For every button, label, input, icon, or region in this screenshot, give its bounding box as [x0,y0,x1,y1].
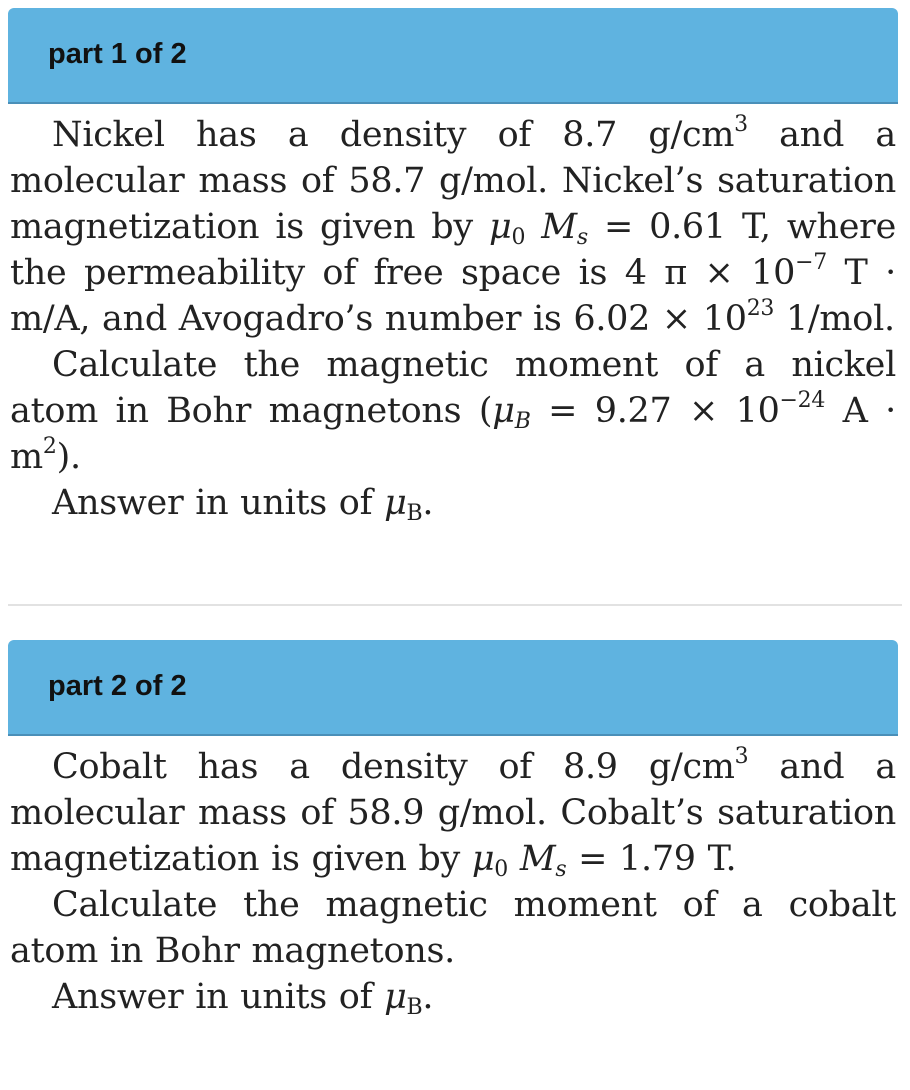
subscript: B [406,501,423,526]
part-header [8,8,898,104]
mu-symbol: μ [384,483,407,523]
superscript: −7 [795,250,827,275]
text-run: . [422,483,434,523]
text-run: ). [56,437,81,477]
text-run: 1/mol. [774,299,895,339]
text-run: A · m [10,391,896,477]
question-paragraph: Calculate the magnetic moment of a cobalt atom in Bohr magnetons. [10,885,896,971]
text-run: and a molecular mass of 58.7 g/mol. Nickel’s saturation magnetization is given by [10,115,896,247]
superscript: 2 [42,434,57,459]
answer-units [10,480,896,526]
magnetization-symbol: M [541,207,577,247]
subscript: 0 [511,225,526,250]
subscript: 0 [494,857,508,882]
text-run: T · m/A, and Avogadro’s number is 6.02 × 10 [10,253,896,339]
text-run: Answer in units of [52,977,385,1017]
mu-symbol: μ [471,839,495,879]
part-title: part 1 of 2 [48,38,187,70]
text-run: Nickel has a density of 8.7 g/cm [52,115,735,155]
mu-symbol: μ [492,391,515,431]
text-run: Answer in units of [52,483,385,523]
subscript: B [406,995,423,1020]
section-divider [8,604,902,606]
problem-statement [0,104,910,526]
part-1-section [0,0,910,526]
text-run: = 9.27 × 10 [530,391,780,431]
superscript: 23 [746,296,775,321]
text-run: = 0.61 T, where the permeability of free space is 4 π × 10 [10,207,896,293]
text-run: . [422,977,434,1017]
part-title: part 2 of 2 [48,670,187,702]
question-paragraph [10,342,896,480]
superscript: 3 [734,112,748,137]
superscript: −24 [779,388,826,413]
text-run: Calculate the magnetic moment of a nickel atom in Bohr magnetons ( [10,345,896,431]
problem-paragraph [10,744,896,882]
text-run: = 1.79 T. [566,839,737,879]
text-run: Cobalt has a density of 8.9 g/cm [52,747,735,787]
answer-units [10,974,896,1020]
subscript: B [514,409,531,434]
text-run: and a molecular mass of 58.9 g/mol. Cobalt’s saturation magnetization is given by [10,747,896,879]
part-2-section [0,632,910,1020]
subscript: s [555,857,567,882]
problem-statement [0,736,910,1020]
magnetization-symbol: M [519,839,556,879]
mu-symbol: μ [489,207,512,247]
problem-paragraph [10,112,896,342]
part-header [8,640,898,736]
subscript: s [576,225,588,250]
mu-symbol: μ [384,977,407,1017]
superscript: 3 [734,744,749,769]
